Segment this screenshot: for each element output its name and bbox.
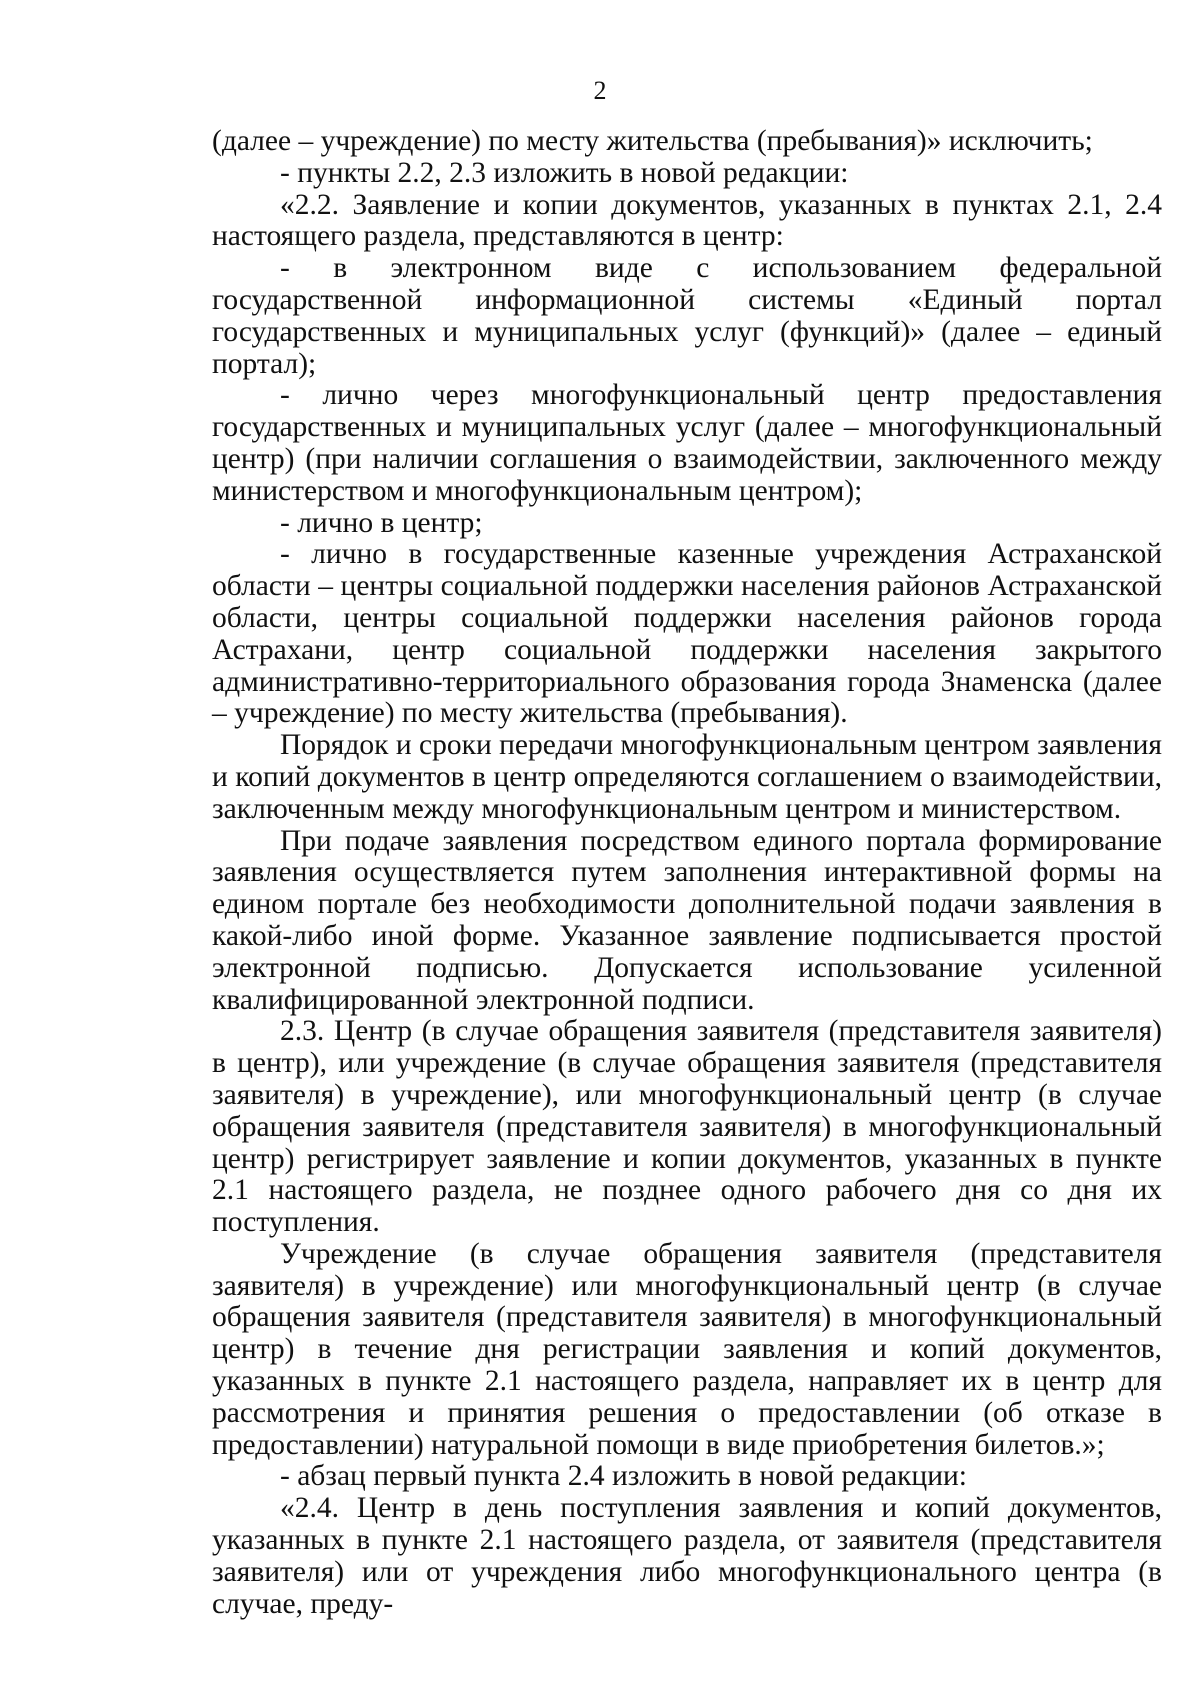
paragraph-institution-forwarding: Учреждение (в случае обращения заявителя (представителя заявителя) в учреждение) или многофункциональный центр (в случае обращения заявителя (представителя заявителя) в многофункциональный центр) в течение дня регистрации заявления и копий документов, указанных в пункте 2.1 настоящего раздела, направляет их в центр для рассмотрения и принятия решения о предоставлении (об отказе в предоставлении) натуральной помощи в виде приобретения билетов.»;	[212, 1237, 1162, 1461]
paragraph-amendment-2-2-2-3: - пункты 2.2, 2.3 изложить в новой редакции:	[280, 156, 849, 189]
paragraph-electronic-submission: - в электронном виде с использованием федеральной государственной информационной системы «Единый портал государственных и муниципальных услуг (функций)» (далее – единый портал);	[212, 252, 1162, 380]
paragraph-2-3: 2.3. Центр (в случае обращения заявителя (представителя заявителя) в центр), или учреждение (в случае обращения заявителя (представителя заявителя) в учреждение), или многофункциональный центр (в случае обращения заявителя (представителя заявителя) в многофункциональный центр) регистрирует заявление и копии документов, указанных в пункте 2.1 настоящего раздела, не позднее одного рабочего дня со дня их поступления.	[212, 1015, 1162, 1239]
paragraph-institution-submission: - лично в государственные казенные учреждения Астраханской области – центры социальной поддержки населения районов Астраханской области, центры социальной поддержки населения районов города Астрахани, центр социальной поддержки населения закрытого административно-территориального образования города Знаменска (далее – учреждение) по месту жительства (пребывания).	[212, 538, 1162, 730]
paragraph-2-2: «2.2. Заявление и копии документов, указанных в пунктах 2.1, 2.4 настоящего раздела, представляются в центр:	[212, 188, 1162, 253]
paragraph-mfc-submission: - лично через многофункциональный центр предоставления государственных и муниципальных услуг (далее – многофункциональный центр) (при наличии соглашения о взаимодействии, заключенного между министерством и многофункциональным центром);	[212, 379, 1162, 507]
paragraph-transfer-procedure: Порядок и сроки передачи многофункциональным центром заявления и копий документов в центр определяются соглашением о взаимодействии, заключенным между многофункциональным центром и министерством.	[212, 729, 1162, 825]
document-body	[212, 126, 1162, 1620]
paragraph-2-4: «2.4. Центр в день поступления заявления и копий документов, указанных в пункте 2.1 настоящего раздела, от заявителя (представителя заявителя) или от учреждения либо многофункционального центра (в случае, преду-	[212, 1492, 1162, 1620]
page-number: 2	[593, 76, 607, 105]
paragraph-portal-application: При подаче заявления посредством единого портала формирование заявления осуществляется путем заполнения интерактивной формы на едином портале без необходимости дополнительной подачи заявления в какой-либо иной форме. Указанное заявление подписывается простой электронной подписью. Допускается использование усиленной квалифицированной электронной подписи.	[212, 824, 1162, 1016]
paragraph-amendment-2-4: - абзац первый пункта 2.4 изложить в новой редакции:	[280, 1460, 967, 1493]
paragraph-continuation: (далее – учреждение) по месту жительства (пребывания)» исключить;	[212, 125, 1093, 157]
paragraph-center-submission: - лично в центр;	[280, 506, 483, 539]
